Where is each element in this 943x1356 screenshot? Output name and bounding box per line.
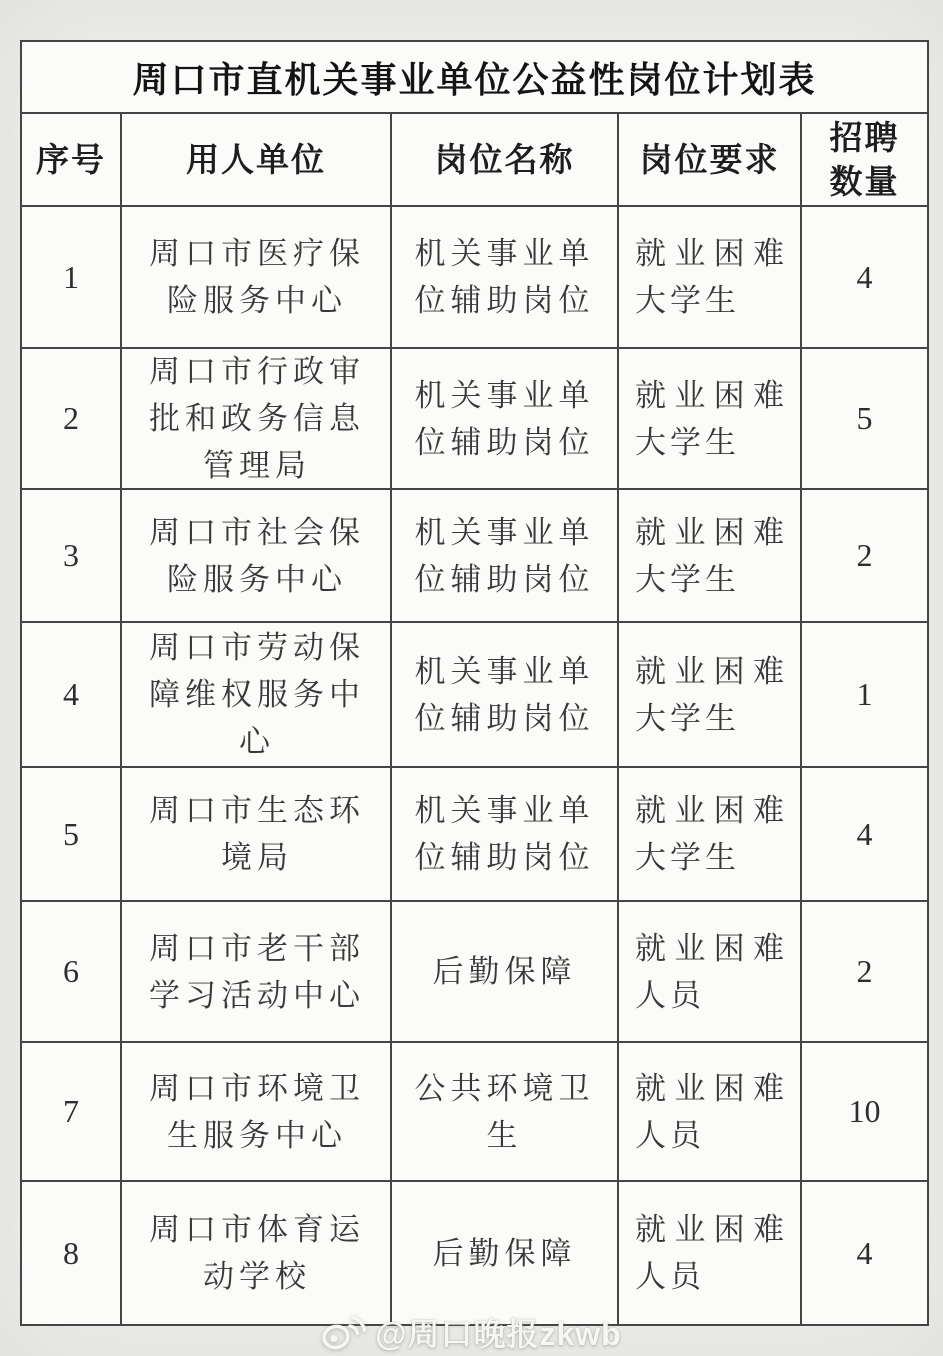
employer-cell: 周口市行政审批和政务信息管理局 <box>122 349 392 490</box>
serial-cell: 5 <box>22 768 122 902</box>
table-title-text: 周口市直机关事业单位公益性岗位计划表 <box>132 58 817 100</box>
employer-cell: 周口市老干部学习活动中心 <box>122 902 392 1043</box>
column-header-requirement: 岗位要求 <box>619 114 802 207</box>
column-header-count: 招聘数量 <box>802 114 927 207</box>
employer-cell: 周口市劳动保障维权服务中心 <box>122 623 392 768</box>
position-cell: 公共环境卫生 <box>392 1043 619 1182</box>
serial-cell: 2 <box>22 349 122 490</box>
requirement-cell: 就业困难大学生 <box>619 623 802 768</box>
requirement-cell: 就业困难人员 <box>619 902 802 1043</box>
serial-cell: 7 <box>22 1043 122 1182</box>
count-cell: 4 <box>802 207 927 349</box>
requirement-cell: 就业困难人员 <box>619 1043 802 1182</box>
requirement-cell: 就业困难大学生 <box>619 768 802 902</box>
serial-cell: 3 <box>22 490 122 623</box>
column-header-employer: 用人单位 <box>122 114 392 207</box>
table-title <box>22 42 927 114</box>
position-cell: 机关事业单位辅助岗位 <box>392 768 619 902</box>
position-cell: 机关事业单位辅助岗位 <box>392 490 619 623</box>
count-cell: 4 <box>802 1182 927 1324</box>
column-header-position: 岗位名称 <box>392 114 619 207</box>
requirement-cell: 就业困难大学生 <box>619 349 802 490</box>
employer-cell: 周口市社会保险服务中心 <box>122 490 392 623</box>
employer-cell: 周口市医疗保险服务中心 <box>122 207 392 349</box>
serial-cell: 8 <box>22 1182 122 1324</box>
count-cell: 1 <box>802 623 927 768</box>
count-cell: 2 <box>802 490 927 623</box>
position-cell: 机关事业单位辅助岗位 <box>392 207 619 349</box>
column-header-serial: 序号 <box>22 114 122 207</box>
position-cell: 后勤保障 <box>392 902 619 1043</box>
employer-cell: 周口市生态环境局 <box>122 768 392 902</box>
watermark-handle: @周口晚报zkwb <box>375 1316 622 1352</box>
position-cell: 机关事业单位辅助岗位 <box>392 623 619 768</box>
count-cell: 10 <box>802 1043 927 1182</box>
serial-cell: 6 <box>22 902 122 1043</box>
requirement-cell: 就业困难人员 <box>619 1182 802 1324</box>
count-cell: 4 <box>802 768 927 902</box>
requirement-cell: 就业困难大学生 <box>619 207 802 349</box>
recruitment-plan-table <box>20 40 929 1326</box>
position-cell: 后勤保障 <box>392 1182 619 1324</box>
serial-cell: 4 <box>22 623 122 768</box>
requirement-cell: 就业困难大学生 <box>619 490 802 623</box>
employer-cell: 周口市体育运动学校 <box>122 1182 392 1324</box>
count-cell: 2 <box>802 902 927 1043</box>
count-cell: 5 <box>802 349 927 490</box>
employer-cell: 周口市环境卫生服务中心 <box>122 1043 392 1182</box>
position-cell: 机关事业单位辅助岗位 <box>392 349 619 490</box>
serial-cell: 1 <box>22 207 122 349</box>
